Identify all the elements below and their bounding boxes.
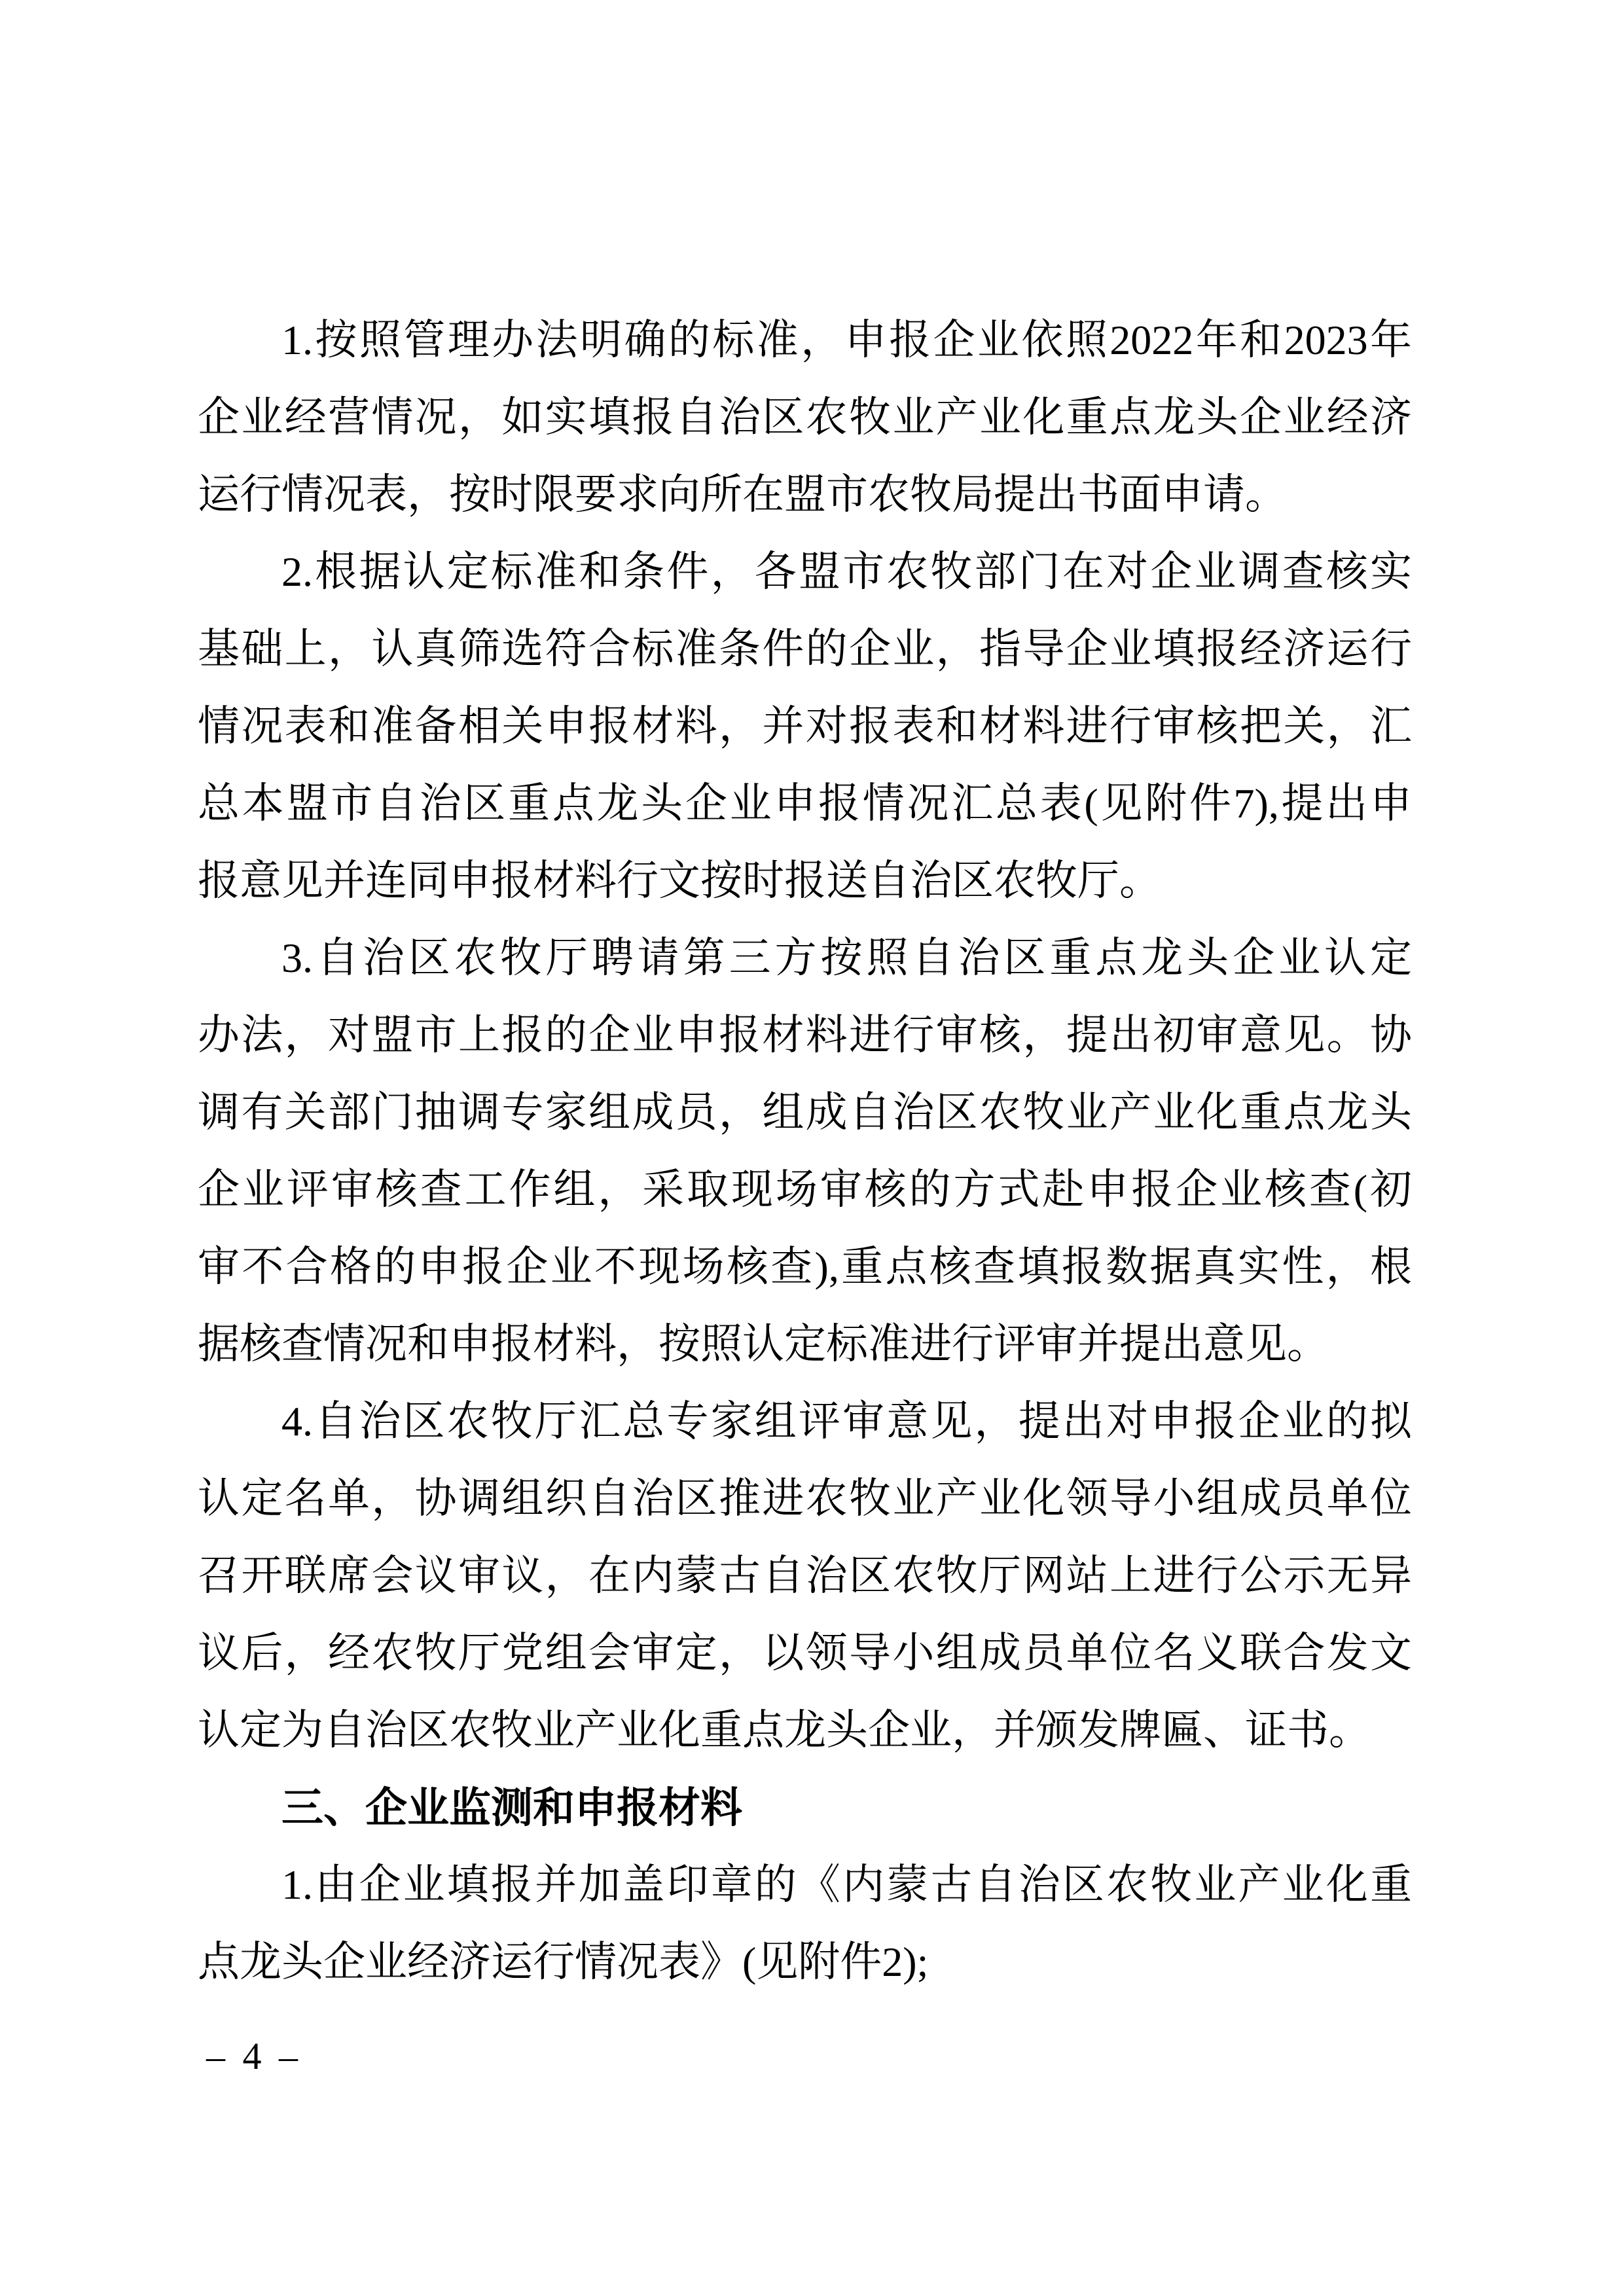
text-line: 4.自治区农牧厅汇总专家组评审意见，提出对申报企业的拟 <box>281 1398 1412 1444</box>
section-heading-monitoring-materials: 三、企业监测和申报材料 <box>281 1784 742 1831</box>
text-line: 报意见并连同申报材料行文按时报送自治区农牧厅。 <box>198 857 1161 904</box>
paragraph-materials-item1 <box>198 1846 1412 2001</box>
text-line: 认定名单，协调组织自治区推进农牧业产业化领导小组成员单位 <box>198 1475 1412 1522</box>
text-line: 1.由企业填报并加盖印章的《内蒙古自治区农牧业产业化重 <box>281 1861 1412 1908</box>
paragraph-third-party-review <box>198 920 1412 1383</box>
paragraph-final-certification <box>198 1383 1412 1769</box>
paragraph-league-city-review <box>198 533 1412 920</box>
text-line: 据核查情况和申报材料，按照认定标准进行评审并提出意见。 <box>198 1321 1329 1367</box>
text-line: 企业经营情况，如实填报自治区农牧业产业化重点龙头企业经济 <box>198 394 1412 440</box>
text-line: 审不合格的申报企业不现场核查),重点核查填报数据真实性，根 <box>198 1244 1412 1290</box>
page-footer <box>206 2032 302 2081</box>
text-line: 基础上，认真筛选符合标准条件的企业，指导企业填报经济运行 <box>198 626 1412 672</box>
text-line: 总本盟市自治区重点龙头企业申报情况汇总表(见附件7),提出申 <box>198 780 1412 827</box>
document-body <box>198 302 1412 2001</box>
text-line: 情况表和准备相关申报材料，并对报表和材料进行审核把关，汇 <box>198 703 1412 749</box>
paragraph-application <box>198 302 1412 533</box>
text-line: 运行情况表，按时限要求向所在盟市农牧局提出书面申请。 <box>198 471 1287 518</box>
text-line: 1.按照管理办法明确的标准，申报企业依照2022年和2023年 <box>281 317 1412 363</box>
text-line: 议后，经农牧厅党组会审定，以领导小组成员单位名义联合发文 <box>198 1630 1412 1676</box>
text-line: 调有关部门抽调专家组成员，组成自治区农牧业产业化重点龙头 <box>198 1089 1412 1136</box>
text-line: 认定为自治区农牧业产业化重点龙头企业，并颁发牌匾、证书。 <box>198 1707 1371 1753</box>
page-number: – 4 – <box>206 2035 302 2077</box>
text-line: 企业评审核查工作组，采取现场审核的方式赴申报企业核查(初 <box>198 1166 1412 1213</box>
text-line: 3.自治区农牧厅聘请第三方按照自治区重点龙头企业认定 <box>281 935 1412 981</box>
text-line: 办法，对盟市上报的企业申报材料进行审核，提出初审意见。协 <box>198 1012 1412 1058</box>
text-line: 点龙头企业经济运行情况表》(见附件2); <box>198 1939 929 1985</box>
text-line: 2.根据认定标准和条件，各盟市农牧部门在对企业调查核实 <box>281 548 1412 595</box>
text-line: 召开联席会议审议，在内蒙古自治区农牧厅网站上进行公示无异 <box>198 1552 1412 1599</box>
